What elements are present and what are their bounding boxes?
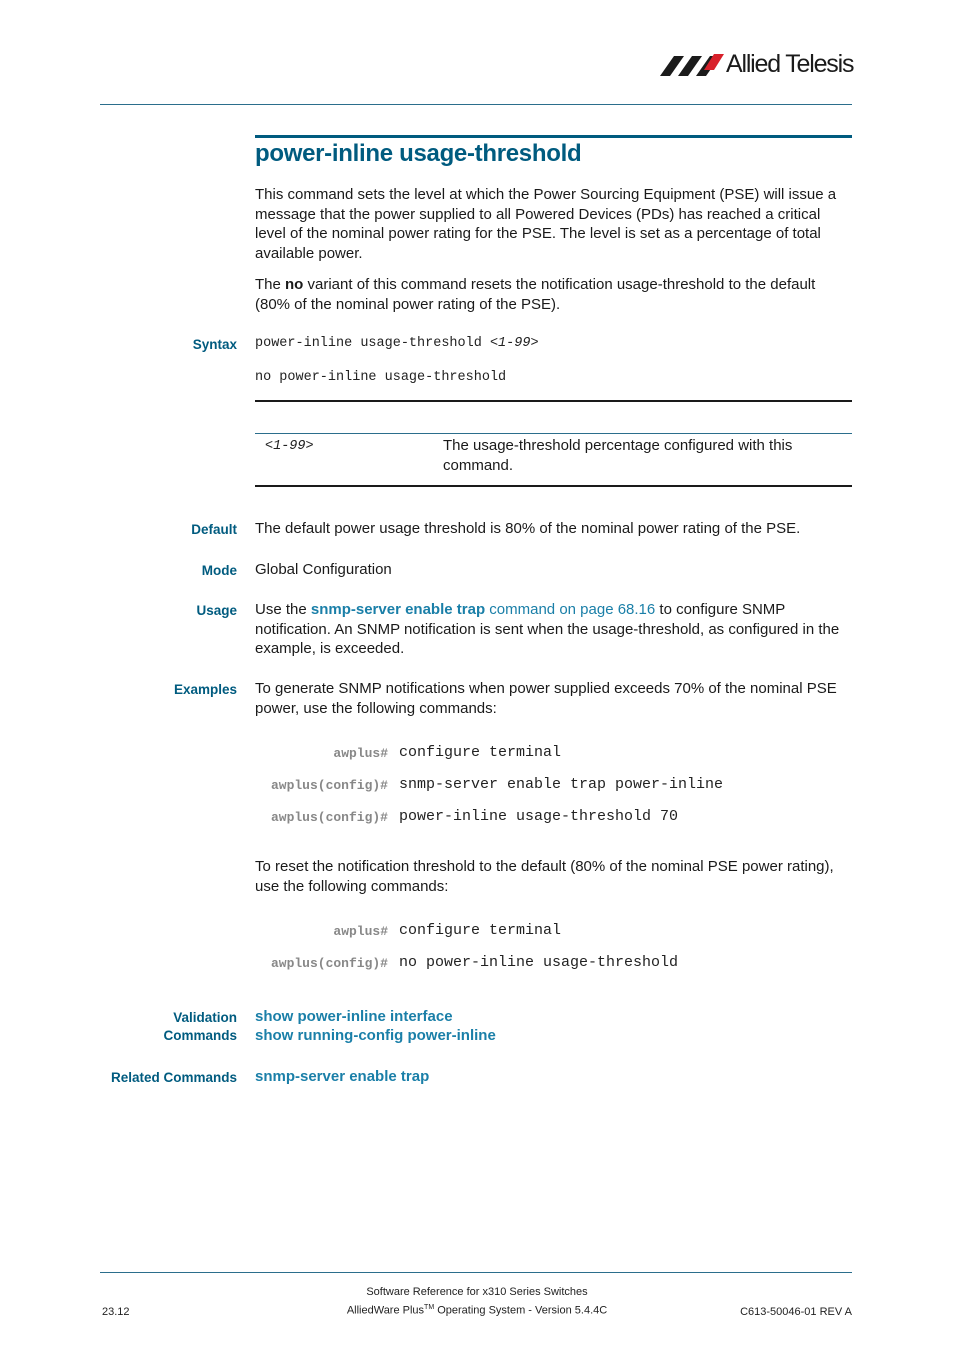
validation-link[interactable]: show running-config power-inline: [255, 1027, 496, 1044]
desc-cell: The usage-threshold percentage configured with this command.: [443, 437, 793, 474]
example-block-2: [264, 922, 852, 982]
param-table: [255, 400, 852, 488]
syntax-line-1: power-inline usage-threshold <1-99>: [255, 336, 539, 351]
prompt: awplus(config)#: [270, 778, 388, 793]
syntax-line-2: no power-inline usage-threshold: [255, 370, 507, 385]
footer-title: Software Reference for x310 Series Switches: [366, 1286, 588, 1298]
page-title: power-inline usage-threshold: [255, 140, 582, 167]
usage-text: Use the snmp-server enable trap command on page 68.16 to configure SNMP notification. An SNMP notification is sent when the usage-threshold, as configured in the example, is exceeded.: [255, 601, 840, 657]
header-rule: [100, 104, 852, 105]
no-keyword: no: [285, 276, 304, 293]
code-line: [264, 922, 852, 942]
mode-text: Global Configuration: [255, 561, 392, 578]
validation-link[interactable]: show power-inline interface: [255, 1008, 453, 1025]
syntax-label: Syntax: [192, 337, 237, 352]
syntax-param: <1-99>: [489, 336, 539, 351]
related-link[interactable]: snmp-server enable trap: [255, 1068, 430, 1085]
related-label: Related Commands: [110, 1070, 237, 1085]
command: configure terminal: [399, 744, 562, 761]
prompt: awplus#: [333, 924, 388, 939]
default-text: The default power usage threshold is 80% of the nominal power rating of the PSE.: [255, 520, 801, 537]
intro-paragraph-2: The no variant of this command resets the notification usage-threshold to the default (80% of the nominal power rating of the PSE).: [255, 276, 816, 313]
allied-telesis-logo-icon: [660, 52, 726, 78]
param-cell: <1-99>: [265, 439, 314, 454]
page-number: 23.12: [102, 1306, 130, 1318]
code-line: [264, 954, 852, 974]
document-id: C613-50046-01 REV A: [740, 1306, 852, 1318]
examples-intro-1: To generate SNMP notifications when power supplied exceeds 70% of the nominal PSE power, use the following commands:: [255, 680, 837, 717]
brand-logo: [660, 50, 855, 80]
intro-paragraph-1: This command sets the level at which the Power Sourcing Equipment (PSE) will issue a message that the power supplied to all Powered Devices (PDs) has reached a critical level of the nominal power rating for the PSE. The level is set as a percentage of total available power.: [255, 186, 837, 262]
example-block-1: [264, 744, 852, 836]
footer-product: AlliedWare Plus™ Operating System - Version 5.4.4C: [346, 1304, 608, 1317]
logo-text: Allied Telesis: [726, 50, 854, 78]
examples-label: Examples: [173, 682, 237, 697]
examples-intro-2: To reset the notification threshold to the default (80% of the nominal PSE power rating), use the following commands:: [255, 858, 834, 895]
prompt: awplus(config)#: [270, 810, 388, 825]
usage-label: Usage: [196, 603, 237, 618]
mode-label: Mode: [201, 563, 237, 578]
code-line: [264, 808, 852, 828]
command: configure terminal: [399, 922, 562, 939]
default-label: Default: [191, 522, 237, 537]
command: snmp-server enable trap power-inline: [399, 776, 724, 793]
snmp-trap-link[interactable]: snmp-server enable trap command on page 68.16: [310, 601, 656, 618]
command: no power-inline usage-threshold: [399, 954, 679, 971]
validation-label: Validation Commands: [163, 1010, 237, 1043]
validation-links: [255, 1007, 852, 1045]
title-rule: [255, 135, 852, 138]
code-line: [264, 776, 852, 796]
table-bottom-rule: [255, 485, 852, 487]
table-top-rule: [255, 400, 852, 402]
footer-rule: [100, 1272, 852, 1273]
prompt: awplus#: [333, 746, 388, 761]
table-header-rule: [255, 433, 852, 434]
prompt: awplus(config)#: [270, 956, 388, 971]
code-line: [264, 744, 852, 764]
command: power-inline usage-threshold 70: [399, 808, 679, 825]
